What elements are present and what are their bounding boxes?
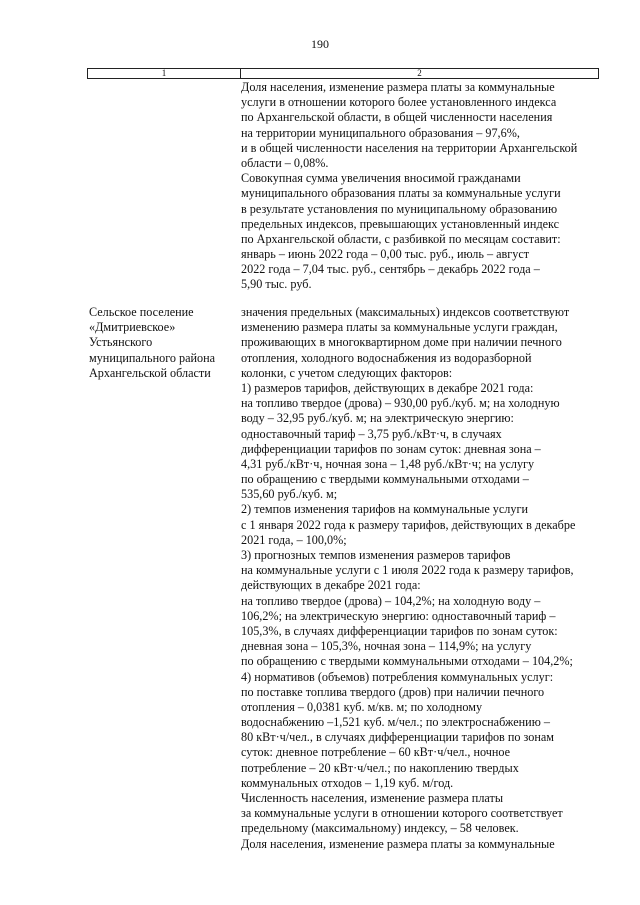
description-line: на коммунальные услуги с 1 июля 2022 года к размеру тарифов, bbox=[241, 563, 574, 578]
description-line: суток: дневное потребление – 60 кВт·ч/чел., ночное bbox=[241, 745, 511, 760]
continuation-line: услуги в отношении которого более установленного индекса bbox=[241, 95, 557, 110]
continuation-line: январь – июнь 2022 года – 0,00 тыс. руб., июль – август bbox=[241, 247, 530, 262]
description-line: за коммунальные услуги в отношении которого соответствует bbox=[241, 806, 563, 821]
continuation-line: муниципального образования платы за коммунальные услуги bbox=[241, 186, 561, 201]
description-line: дневная зона – 105,3%, ночная зона – 114,9%; на услугу bbox=[241, 639, 532, 654]
table-header-col-2: 2 bbox=[417, 68, 422, 78]
description-line: колонки, с учетом следующих факторов: bbox=[241, 365, 453, 380]
continuation-text bbox=[241, 80, 601, 293]
description-line: отопления – 0,0381 куб. м/кв. м; по холодному bbox=[241, 699, 483, 714]
description-line: коммунальных отходов – 1,19 куб. м/год. bbox=[241, 775, 454, 790]
continuation-line: и в общей численности населения на территории Архангельской bbox=[241, 140, 578, 155]
continuation-line: на территории муниципального образования – 97,6%, bbox=[241, 125, 520, 140]
description-line: изменению размера платы за коммунальные услуги граждан, bbox=[241, 320, 558, 335]
description-line: по обращению с твердыми коммунальными отходами – 104,2%; bbox=[241, 654, 573, 669]
description-text bbox=[241, 305, 601, 852]
continuation-line: по Архангельской области, с разбивкой по месяцам составит: bbox=[241, 231, 561, 246]
description-line: водоснабжению –1,521 куб. м/чел.; по электроснабжению – bbox=[241, 715, 550, 730]
description-line: предельному (максимальному) индексу, – 58 человек. bbox=[241, 821, 519, 836]
description-line: 535,60 руб./куб. м; bbox=[241, 487, 338, 502]
description-line: 1) размеров тарифов, действующих в декабре 2021 года: bbox=[241, 380, 534, 395]
municipality-line: Сельское поселение bbox=[89, 305, 194, 319]
description-line: значения предельных (максимальных) индексов соответствуют bbox=[241, 305, 570, 319]
description-line: 105,3%, в случаях дифференциации тарифов по зонам суток: bbox=[241, 623, 558, 638]
continuation-line: по Архангельской области, в общей численности населения bbox=[241, 110, 553, 125]
description-line: 2021 года, – 100,0%; bbox=[241, 532, 347, 547]
municipality-line: Архангельской области bbox=[89, 365, 211, 380]
description-line: 106,2%; на электрическую энергию: одноставочный тариф – bbox=[241, 608, 556, 623]
description-line: действующих в декабре 2021 года: bbox=[241, 578, 421, 593]
continuation-line: в результате установления по муниципальному образованию bbox=[241, 201, 558, 216]
municipality-name bbox=[89, 305, 239, 381]
table-header-col-1: 1 bbox=[88, 69, 241, 78]
description-line: с 1 января 2022 года к размеру тарифов, действующих в декабре bbox=[241, 517, 576, 532]
page-number: 190 bbox=[311, 37, 329, 51]
municipality-line: Устьянского bbox=[89, 335, 153, 350]
description-line: дифференциации тарифов по зонам суток: дневная зона – bbox=[241, 441, 541, 456]
description-line: по поставке топлива твердого (дров) при наличии печного bbox=[241, 684, 545, 699]
municipality-line: муниципального района bbox=[89, 350, 216, 365]
description-line: воду – 32,95 руб./куб. м; на электрическую энергию: bbox=[241, 411, 514, 426]
description-line: Численность населения, изменение размера платы bbox=[241, 791, 504, 805]
continuation-line: предельных индексов, превышающих установленный индекс bbox=[241, 216, 560, 231]
description-line: на топливо твердое (дрова) – 104,2%; на холодную воду – bbox=[241, 593, 541, 608]
continuation-line: Совокупная сумма увеличения вносимой гражданами bbox=[241, 171, 521, 186]
continuation-line: Доля населения, изменение размера платы за коммунальные bbox=[241, 80, 555, 94]
description-line: 4,31 руб./кВт·ч, ночная зона – 1,48 руб./кВт·ч; на услугу bbox=[241, 456, 535, 471]
table-header-row bbox=[87, 68, 599, 79]
description-line: 4) нормативов (объемов) потребления коммунальных услуг: bbox=[241, 669, 554, 684]
continuation-line: 5,90 тыс. руб. bbox=[241, 277, 312, 292]
municipality-line: «Дмитриевское» bbox=[89, 320, 176, 335]
continuation-line: 2022 года – 7,04 тыс. руб., сентябрь – декабрь 2022 года – bbox=[241, 262, 540, 277]
description-line: Доля населения, изменение размера платы за коммунальные bbox=[241, 836, 555, 851]
description-line: по обращению с твердыми коммунальными отходами – bbox=[241, 472, 529, 487]
description-line: проживающих в многоквартирном доме при наличии печного bbox=[241, 335, 562, 350]
description-line: 2) темпов изменения тарифов на коммунальные услуги bbox=[241, 502, 528, 517]
description-line: 80 кВт·ч/чел., в случаях дифференциации тарифов по зонам bbox=[241, 730, 555, 745]
description-line: одноставочный тариф – 3,75 руб./кВт·ч, в случаях bbox=[241, 426, 502, 441]
continuation-line: области – 0,08%. bbox=[241, 155, 329, 170]
description-line: потребление – 20 кВт·ч/чел.; по накоплению твердых bbox=[241, 760, 519, 775]
description-line: на топливо твердое (дрова) – 930,00 руб./куб. м; на холодную bbox=[241, 396, 560, 411]
description-line: отопления, холодного водоснабжения из водоразборной bbox=[241, 350, 532, 365]
description-line: 3) прогнозных темпов изменения размеров тарифов bbox=[241, 548, 511, 562]
